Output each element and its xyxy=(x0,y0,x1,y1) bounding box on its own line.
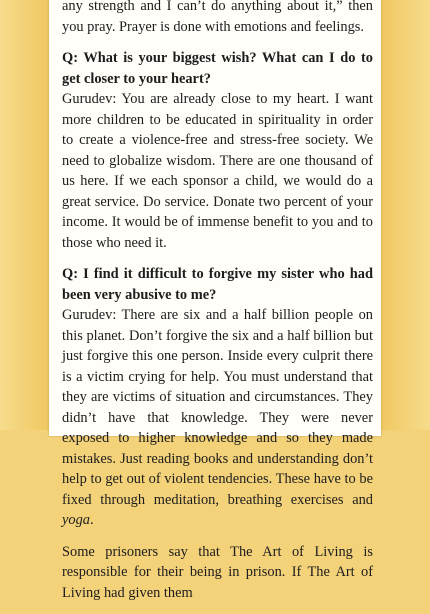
page-edge-right xyxy=(381,0,430,430)
answer-2-end: . xyxy=(89,512,94,528)
page-text xyxy=(62,0,373,614)
answer-2: Gurudev: There are six and a half billion people on this planet. Don’t forgive the six and a half billion but just forgive this one person. Inside every culprit there is a victim crying for help. You must understand that they are victims of situation and circumstances. They didn’t have that knowledge. They were never exposed to higher knowledge and so they made mistakes. Just reading books and understanding don’t help to get out of violent tendencies. These have to be fixed through meditation, breathing exercises and xyxy=(62,307,373,508)
answer-1: Gurudev: You are already close to my heart. I want more children to be educated in spirituality in order to create a violence-free and stress-free society. We need to globalize wisdom. There are one thousand of us here. If we each sponsor a child, we would do a great service. Do service. Donate two percent of your income. It would be of immense benefit to you and to those who need it. xyxy=(62,91,373,251)
page-edge-left xyxy=(0,0,49,430)
paragraph-bottom: Some prisoners say that The Art of Living is responsible for their being in prison. If The Art of Living had given them xyxy=(62,543,373,601)
question-1: Q: What is your biggest wish? What can I do to get closer to your heart? xyxy=(62,50,373,87)
document-page xyxy=(49,0,381,601)
question-2: Q: I find it difficult to forgive my sister who had been very abusive to me? xyxy=(62,266,373,303)
answer-2-italic: yoga xyxy=(62,512,90,528)
qa-item-1 xyxy=(62,48,373,253)
qa-item-2 xyxy=(62,264,373,531)
paragraph-top: any strength and I can’t do anything about it,” then you pray. Prayer is done with emotions and feelings. xyxy=(62,0,373,35)
